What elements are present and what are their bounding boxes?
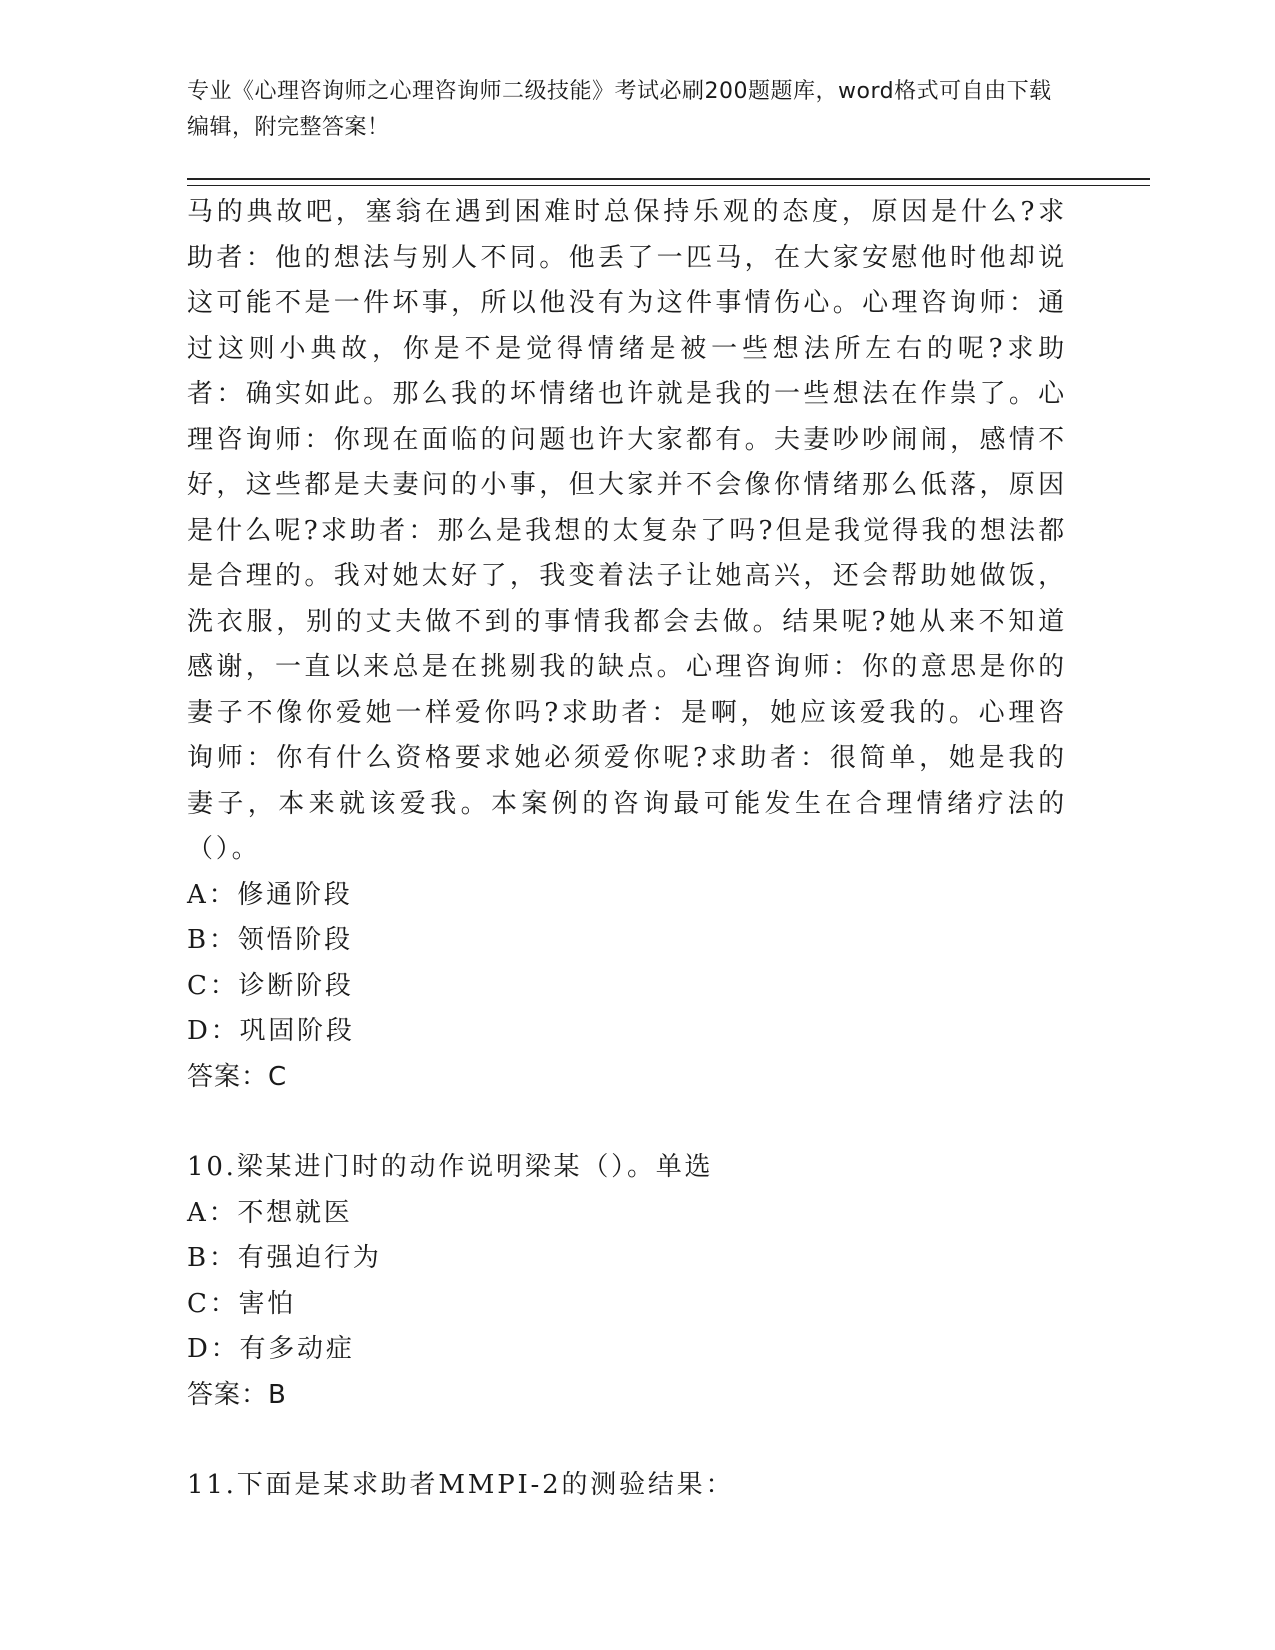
header-rule-thin xyxy=(187,185,1150,186)
question-10-option-b: B：有强迫行为 xyxy=(187,1243,382,1273)
question-9-text: 马的典故吧，塞翁在遇到困难时总保持乐观的态度，原因是什么?求助者：他的想法与别人不同。他丢了一匹马，在大家安慰他时他却说这可能不是一件坏事，所以他没有为这件事情伤心。心理咨询师：通过这则小典故，你是不是觉得情绪是被一些想法所左右的呢?求助者：确实如此。那么我的坏情绪也许就是我的一些想法在作祟了。心理咨询师：你现在面临的问题也许大家都有。夫妻吵吵闹闹，感情不好，这些都是夫妻问的小事，但大家并不会像你情绪那么低落，原因是什么呢?求助者：那么是我想的太复杂了吗?但是我觉得我的想法都是合理的。我对她太好了，我变着法子让她高兴，还会帮助她做饭，洗衣服，别的丈夫做不到的事情我都会去做。结果呢?她从来不知道感谢，一直以来总是在挑剔我的缺点。心理咨询师：你的意思是你的妻子不像你爱她一样爱你吗?求助者：是啊，她应该爱我的。心理咨询师：你有什么资格要求她必须爱你呢?求助者：很简单，她是我的妻子，本来就该爱我。本案例的咨询最可能发生在合理情绪疗法的（）。 xyxy=(187,197,1067,864)
question-10-stem: 10.梁某进门时的动作说明梁某（）。单选 xyxy=(187,1152,714,1182)
header-title: 专业《心理咨询师之心理咨询师二级技能》考试必刷200题题库，word格式可自由下载编辑，附完整答案！ xyxy=(187,79,1052,140)
question-9-option-c: C：诊断阶段 xyxy=(187,970,354,1001)
document-header xyxy=(187,74,1067,146)
header-rule-thick xyxy=(187,178,1150,180)
document-body xyxy=(187,190,1067,1509)
section-gap xyxy=(187,1100,1067,1145)
question-9-option-b: B：领悟阶段 xyxy=(187,925,353,955)
question-9-option-a: A：修通阶段 xyxy=(187,879,353,910)
question-9-option-d: D：巩固阶段 xyxy=(187,1016,355,1046)
question-10-answer: 答案：B xyxy=(187,1379,287,1410)
section-gap xyxy=(187,1418,1067,1463)
question-10-option-d: D：有多动症 xyxy=(187,1334,355,1364)
question-10-option-a: A：不想就医 xyxy=(187,1197,353,1228)
question-10-option-c: C：害怕 xyxy=(187,1288,297,1319)
question-11-stem: 11.下面是某求助者MMPI-2的测验结果： xyxy=(187,1470,735,1500)
question-9-answer: 答案：C xyxy=(187,1061,288,1092)
